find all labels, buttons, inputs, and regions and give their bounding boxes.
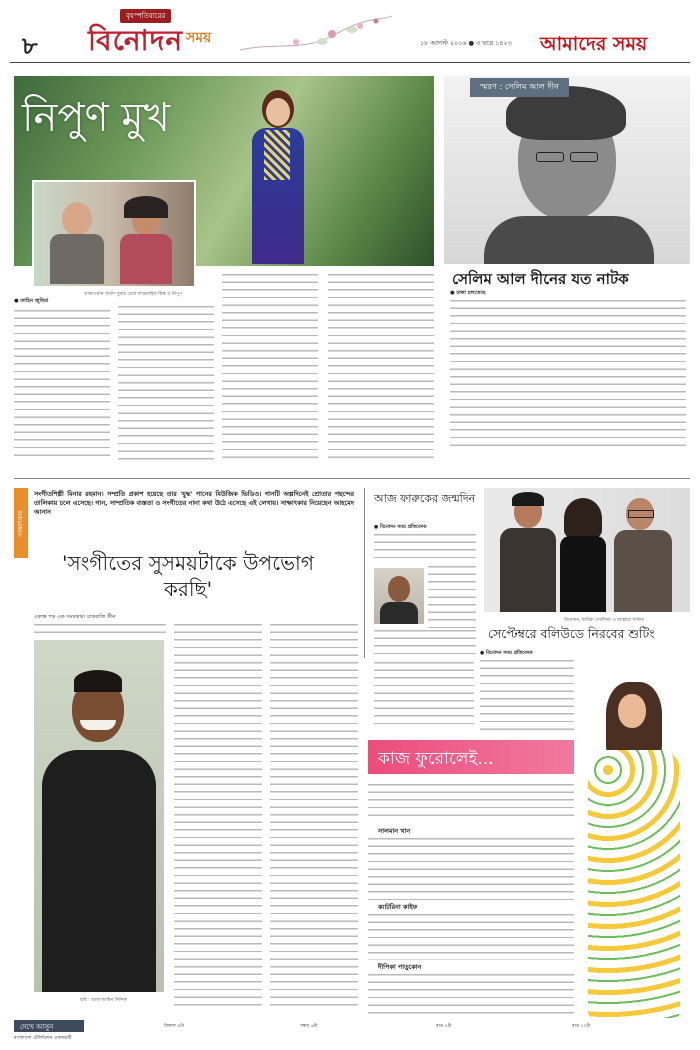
feature-col-1 <box>14 308 110 460</box>
interview-byline: একান্ত পড় এক সময়কার। চাকরাজি খীন <box>34 614 116 620</box>
floral-ornament-icon <box>236 12 396 56</box>
shooting-photo <box>484 488 690 612</box>
feature-story <box>14 76 434 466</box>
interview-top-col <box>34 622 166 638</box>
interview-side-label: সাক্ষাৎকার <box>14 488 28 558</box>
farooq-photo <box>374 568 424 624</box>
feature-col-4 <box>328 272 434 460</box>
interview-headline: 'সংগীতের সুসময়টাকে উপভোগ করছি' <box>62 551 314 601</box>
feature-inset-photo <box>32 180 196 288</box>
finished-banner <box>368 740 574 774</box>
header-divider <box>10 62 690 63</box>
birthday-byline: ● বিনোদন সময় প্রতিবেদক <box>374 525 427 530</box>
shooting-body <box>480 658 574 730</box>
singer-photo-credit: ছবি : আল আমিন সিদ্দিক <box>80 998 128 1003</box>
selim-portrait <box>444 76 690 264</box>
issue-date: ১৮ আগস্ট ২০১৬ ● ৩ ভাদ্র ১৪২৩ <box>420 39 512 47</box>
tv-guide-left-items: বাংলাদেশ টেলিভিশন একাত্তরটি <box>14 1036 72 1041</box>
finished-story <box>368 740 578 1020</box>
finished-body-3 <box>368 972 574 1016</box>
finished-sub-1: সালমান খান <box>378 827 411 835</box>
supplement-tag: বৃহস্পতিবারের <box>120 9 171 23</box>
feature-col-2 <box>118 304 214 460</box>
feature-byline: ● তাহিন জুবিয়া <box>14 298 49 304</box>
remembrance-body <box>450 298 686 446</box>
shooting-story <box>480 488 690 684</box>
inset-caption: তাকাওয়ান অর্থাৎ দুবার রেখে লাভলাইফ দ্বিস্ক ও নিপুণ <box>84 292 182 297</box>
finished-body-1 <box>368 836 574 900</box>
remembrance-headline: সেলিম আল দীনের যত নাটক <box>452 270 629 288</box>
birthday-bottom-col <box>374 628 476 656</box>
page-header <box>0 0 700 66</box>
remembrance-byline: ● ঢাকা চলতেছে <box>450 290 486 296</box>
finished-sub-2: ক্যাটরিনা কাইফ <box>378 903 418 911</box>
katrina-photo <box>576 680 690 1018</box>
birthday-story <box>368 488 480 658</box>
interview-col-3 <box>270 622 358 1010</box>
shooting-caption: বিনোদন, ছাবিয়া দেবলিনা ও আল্লারা শাতির <box>564 618 644 623</box>
interview-story <box>14 488 360 1018</box>
feature-col-3 <box>222 272 318 460</box>
birthday-side-col <box>428 564 476 628</box>
remembrance-story <box>444 76 690 466</box>
birthday-title: আজ ফারুকের জন্মদিন <box>374 492 476 505</box>
interview-intro: সংগীতশিল্পী মিনার রহমান। সম্প্রতি প্রকাশ হয়েছে তার 'যুদ্ধ' গানের মিউজিক ভিডিও। গানটি অল্পদিনেই শ্রোতার পছন্দের তালিকায় চলে এসেছে। গান, সাম্প্রতিক ব্যস্ততা ও সংগীতের নানা কথা উঠে এসেছে এই লেখায়। সাক্ষাৎকার নিয়েছেন আহমেদ আনান <box>34 490 354 517</box>
tv-guide-col-3: রাত ৮টা <box>436 1024 452 1029</box>
birthday-col-extra <box>374 660 474 730</box>
supplement-title: বিনোদন <box>88 24 184 57</box>
finished-sub-3: দীপিকা পাড়ুকোন <box>378 963 422 971</box>
finished-intro <box>368 782 574 822</box>
woman-figure <box>246 84 308 264</box>
interview-col-2 <box>174 622 262 1010</box>
tv-guide-col-2: সন্ধ্যা ৬টা <box>300 1024 318 1029</box>
tv-guide-header: দেখে আসুন <box>14 1020 84 1032</box>
section-divider <box>14 478 690 479</box>
singer-photo <box>34 640 164 992</box>
masthead: আমাদের সময় <box>540 33 648 55</box>
shooting-byline: ● বিনোদন সময় প্রতিবেদক <box>480 651 533 656</box>
tv-guide <box>14 1020 690 1048</box>
page-number: ৮ <box>22 31 38 60</box>
tv-guide-col-4: রাত ১০টা <box>572 1024 591 1029</box>
interview-vrule <box>364 488 365 658</box>
tv-guide-col-1: বিকাল ৪টা <box>164 1024 185 1029</box>
finished-headline: কাজ ফুরোলেই... <box>378 749 494 769</box>
supplement-suffix: সময় <box>186 30 212 46</box>
shooting-headline: সেপ্টেম্বরে বলিউডে নিরবের শুটিং <box>488 626 655 641</box>
remembrance-label: স্মরণ : সেলিম আল দীন <box>470 78 569 97</box>
finished-body-2 <box>368 912 574 960</box>
feature-title: নিপুণ মুখ <box>22 95 170 141</box>
birthday-top-col <box>374 532 476 562</box>
